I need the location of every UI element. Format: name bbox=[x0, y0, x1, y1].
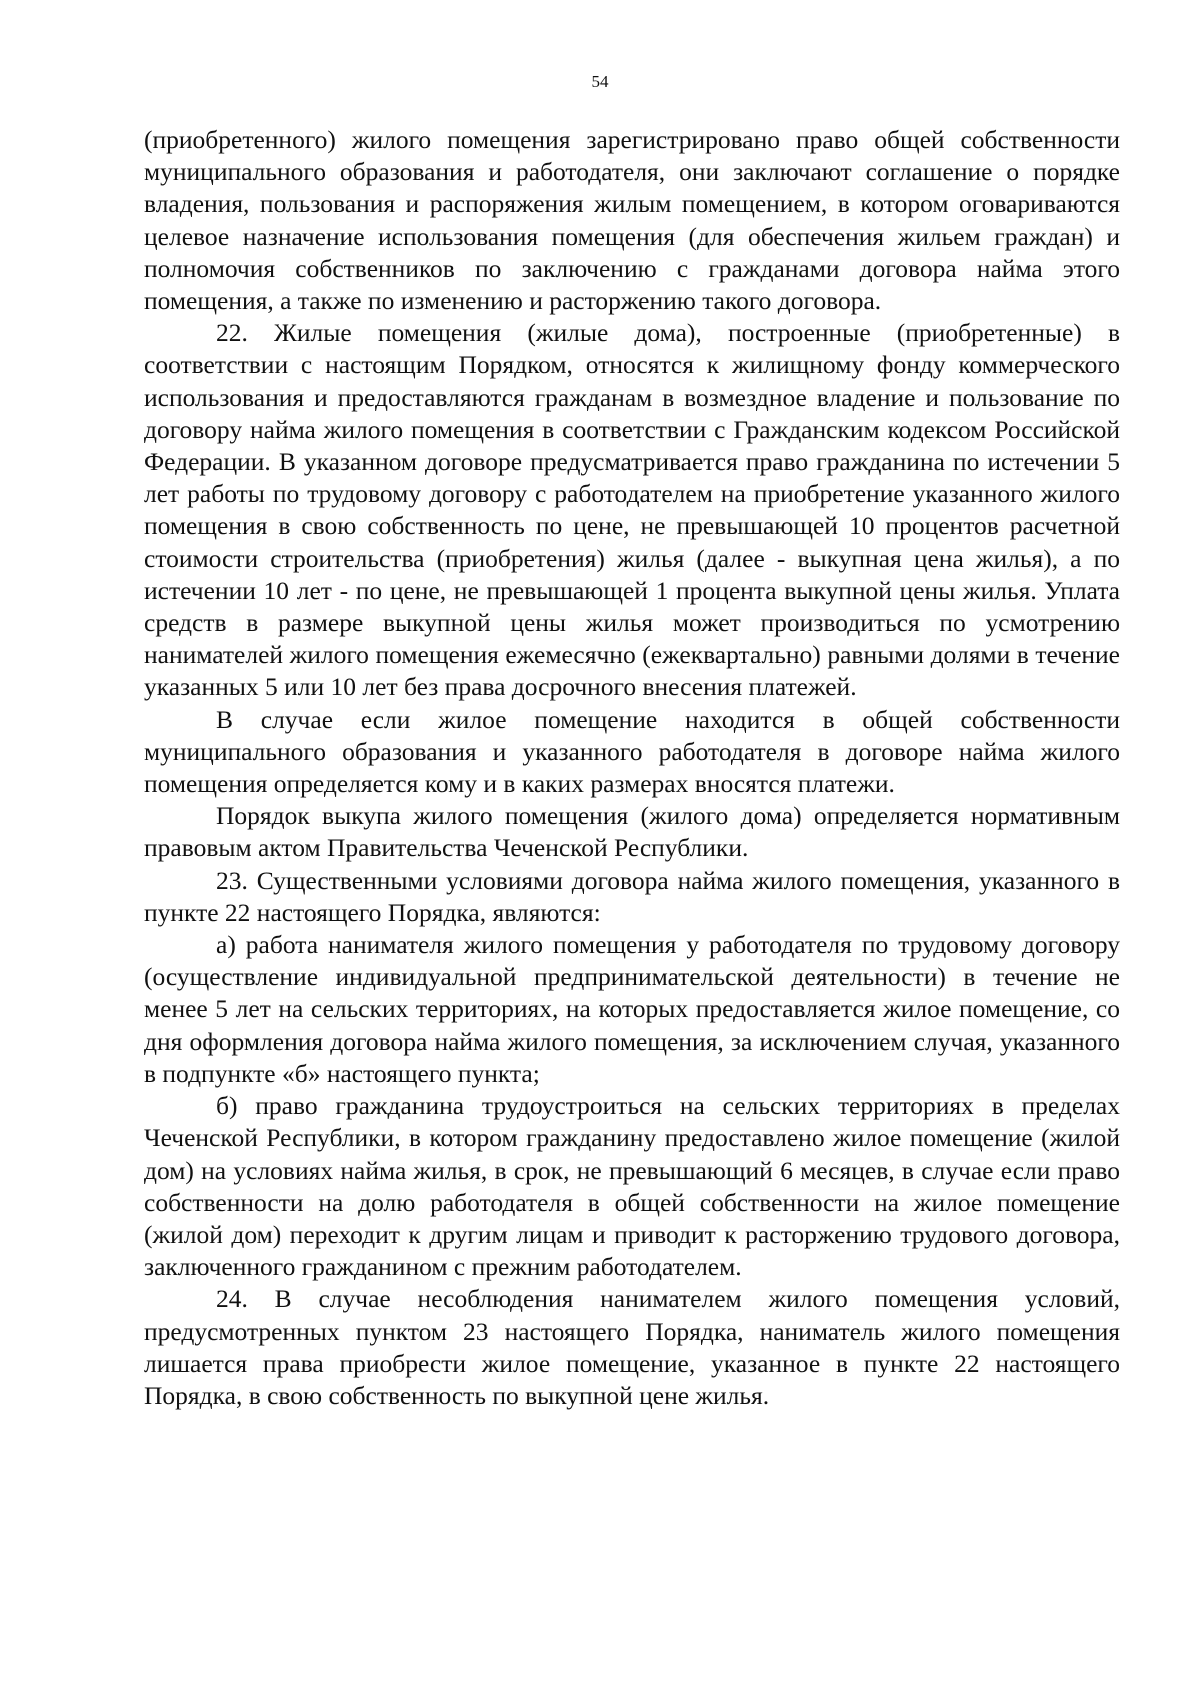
paragraph-item-24: 24. В случае несоблюдения нанимателем жилого помещения условий, предусмотренных пунктом 23 настоящего Порядка, наниматель жилого помещения лишается права приобрести жилое помещение, указанное в пункте 22 настоящего Порядка, в свою собственность по выкупной цене жилья. bbox=[144, 1284, 1120, 1410]
paragraph-subitem-a: а) работа нанимателя жилого помещения у работодателя по трудовому договору (осуществление индивидуальной предпринимательской деятельности) в течение не менее 5 лет на сельских территориях, на которых предоставляется жилое помещение, со дня оформления договора найма жилого помещения, за исключением случая, указанного в подпункте «б» настоящего пункта; bbox=[144, 930, 1120, 1088]
paragraph-item-22: 22. Жилые помещения (жилые дома), построенные (приобретенные) в соответствии с настоящим Порядком, относятся к жилищному фонду коммерческого использования и предоставляются гражданам в возмездное владение и пользование по договору найма жилого помещения в соответствии с Гражданским кодексом Российской Федерации. В указанном договоре предусматривается право гражданина по истечении 5 лет работы по трудовому договору с работодателем на приобретение указанного жилого помещения в свою собственность по цене, не превышающей 10 процентов расчетной стоимости строительства (приобретения) жилья (далее - выкупная цена жилья), а по истечении 10 лет - по цене, не превышающей 1 процента выкупной цены жилья. Уплата средств в размере выкупной цены жилья может производиться по усмотрению нанимателей жилого помещения ежемесячно (ежеквартально) равными долями в течение указанных 5 или 10 лет без права досрочного внесения платежей. bbox=[144, 318, 1120, 702]
paragraph-subitem-b: б) право гражданина трудоустроиться на сельских территориях в пределах Чеченской Республики, в котором гражданину предоставлено жилое помещение (жилой дом) на условиях найма жилья, в срок, не превышающий 6 месяцев, в случае если право собственности на долю работодателя в общей собственности на жилое помещение (жилой дом) переходит к другим лицам и приводит к расторжению трудового договора, заключенного гражданином с прежним работодателем. bbox=[144, 1091, 1120, 1282]
paragraph-item-23: 23. Существенными условиями договора найма жилого помещения, указанного в пункте 22 настоящего Порядка, являются: bbox=[144, 865, 1120, 927]
paragraph-continuation: (приобретенного) жилого помещения зарегистрировано право общей собственности муниципального образования и работодателя, они заключают соглашение о порядке владения, пользования и распоряжения жилым помещением, в котором оговариваются целевое назначение использования помещения (для обеспечения жильем граждан) и полномочия собственников по заключению с гражданами договора найма этого помещения, а также по изменению и расторжению такого договора. bbox=[144, 125, 1120, 316]
paragraph-shared-ownership: В случае если жилое помещение находится в общей собственности муниципального образования и указанного работодателя в договоре найма жилого помещения определяется кому и в каких размерах вносятся платежи. bbox=[144, 704, 1120, 799]
paragraph-buyout-procedure: Порядок выкупа жилого помещения (жилого дома) определяется нормативным правовым актом Правительства Чеченской Республики. bbox=[144, 801, 1120, 863]
page-number: 54 bbox=[591, 72, 609, 91]
document-body bbox=[144, 124, 1120, 1412]
